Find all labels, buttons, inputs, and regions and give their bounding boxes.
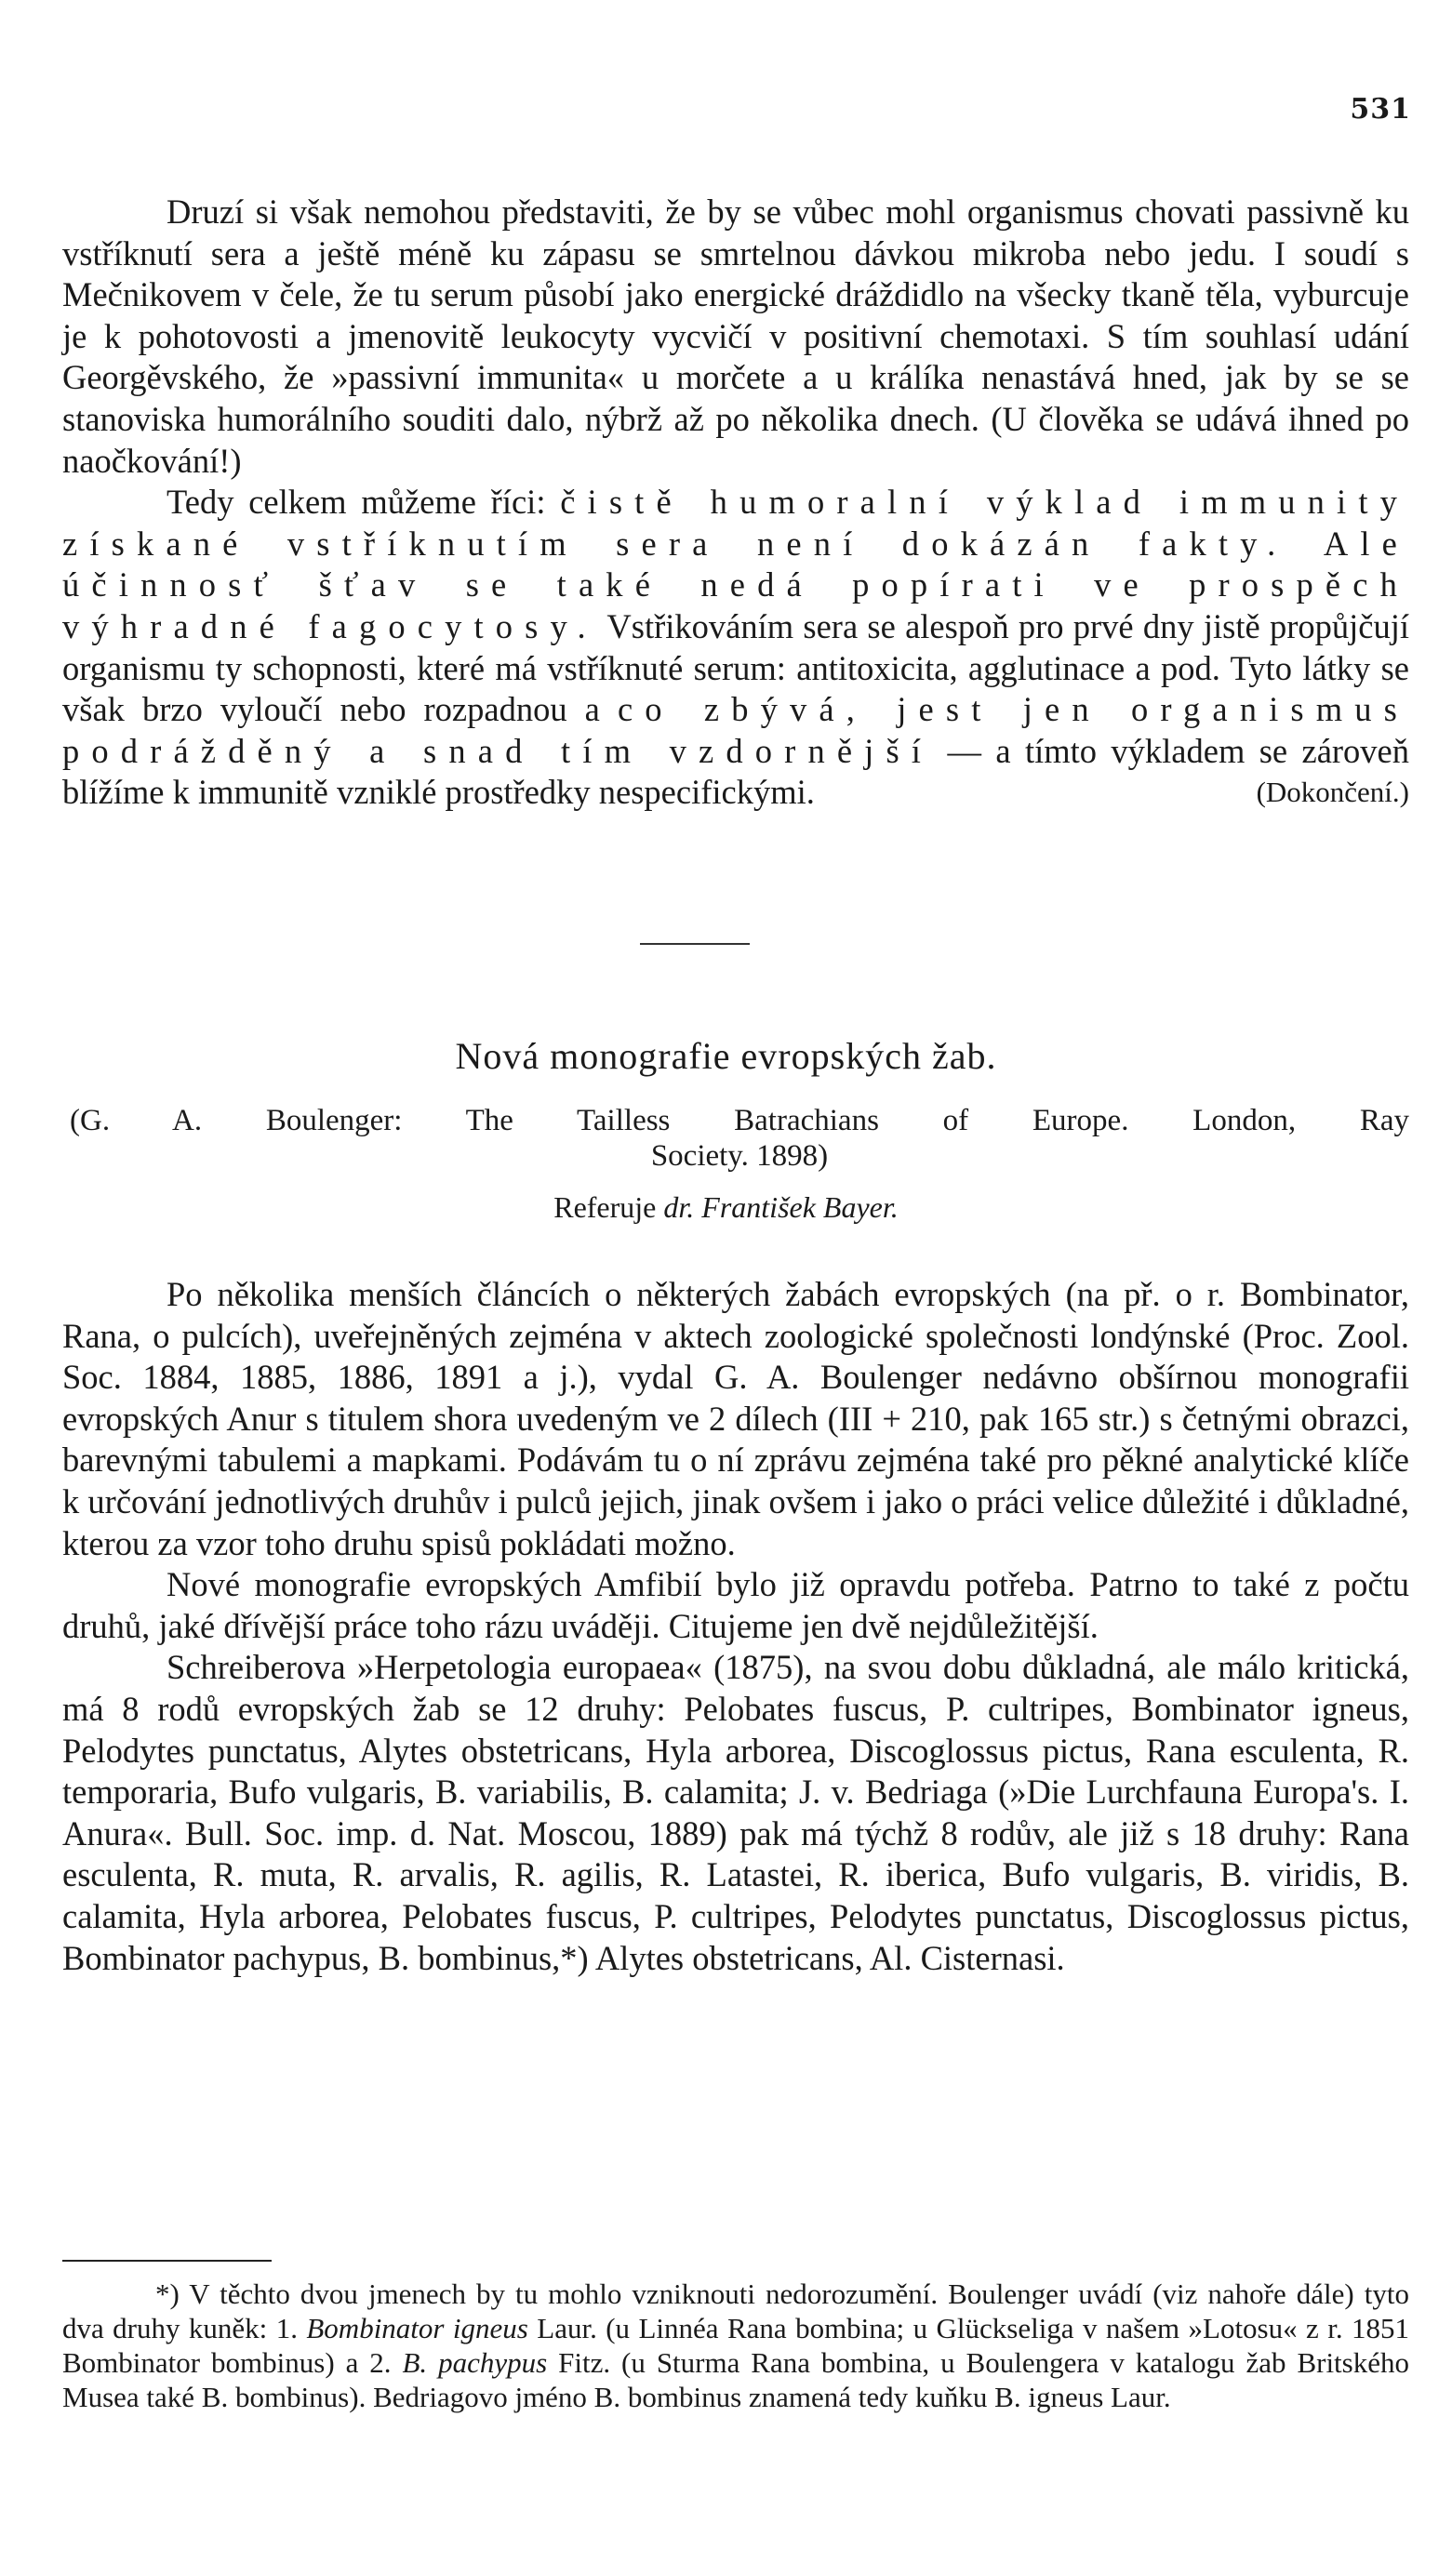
paragraph: Schreiberova »Herpetologia europaea« (1875), na svou dobu důkladná, ale málo kritická, má 8 rodů evropských žab se 12 druhy: Pelobates fuscus, P. cultripes, Bombinator igneus, Pelodytes punctatus, Alytes obstetricans, Hyla arborea, Discoglossus pictus, Rana esculenta, R. temporaria, Bufo vulgaris, B. variabilis, B. calamita; J. v. Bedriaga (»Die Lurchfauna Europa's. I. Anura«. Bull. Soc. imp. d. Nat. Moscou, 1889) pak má týchž 8 rodův, ale již s 18 druhy: Rana esculenta, R. muta, R. arvalis, R. agilis, R. Latastei, R. iberica, Bufo vulgaris, B. viridis, B. calamita, Hyla arborea, Pelobates fuscus, P. cultripes, Pelodytes punctatus, Discoglossus pictus, Bombinator pachypus, B. bombinus,*) Alytes obstetricans, Al. Cisternasi.: [62, 1648, 1409, 1977]
citation-line: (G. A. Boulenger: The Tailless Batrachians of Europe. London, Ray: [70, 1104, 1409, 1137]
section-continuation: [62, 192, 1409, 814]
text-run: — a tímto výkladem se zároveň blížíme k immunitě vzniklé prostředky nespecifickými.: [62, 731, 1410, 812]
species-name: B. pachypus: [402, 2346, 548, 2379]
continuation-note: (Dokončení.): [1256, 776, 1409, 809]
reviewer-label: Referuje: [553, 1190, 657, 1224]
text-run: Tedy celkem můžeme říci:: [167, 483, 546, 522]
page-number: 531: [1350, 93, 1411, 126]
paragraph: Nové monografie evropských Amfibií bylo již opravdu potřeba. Patrno to také z počtu druhů, jaké dřívější práce toho rázu uváději. Citujeme jen dvě nejdůležitější.: [62, 1565, 1409, 1645]
emphasized-text: čistě humoralní výklad immunity získané vstříknutím sera není dokázán fakty. Ale účinnosť šťav se také nedá popírati ve prospěch výhradné fagocytosy.: [62, 483, 1409, 645]
emphasized-text: co zbývá, jest jen organismus podrážděný a snad tím vzdornější: [62, 690, 1410, 770]
reviewer-name: dr. František Bayer.: [663, 1190, 899, 1224]
text-run: Fitz. (u Sturma Rana bombina, u Boulengera v katalogu žab Britského Musea také B. bombinus). Bedriagovo jméno B. bombinus znamená tedy kuňku B. igneus Laur.: [62, 2346, 1409, 2413]
reviewer-line: [0, 1190, 1452, 1225]
text-run: Vstřikováním sera se alespoň pro prvé dny jistě propůjčují organismu ty schopnosti, které má vstříknuté serum: antitoxicita, agglutinace a pod. Tyto látky se však brzo vyloučí nebo rozpadnou a: [62, 606, 1409, 729]
text-run: Laur. (u Linnéa Rana bombina; u Glückseliga v našem »Lotosu« z r. 1851 Bombinator bombinus) a 2.: [62, 2312, 1409, 2379]
footnote: [62, 2277, 1409, 2414]
footnote-rule: [62, 2260, 272, 2262]
citation-line: Society. 1898): [650, 1139, 829, 1173]
article-title: Nová monografie evropských žab.: [455, 1035, 997, 1077]
paragraph: [62, 482, 1409, 814]
citation: [70, 1103, 1409, 1174]
paragraph: Po několika menších článcích o některých žabách evropských (na př. o r. Bombinator, Rana, o pulcích), uveřejněných zejména v aktech zoologické společnosti londýnské (Proc. Zool. Soc. 1884, 1885, 1886, 1891 a j.), vydal G. A. Boulenger nedávno obšírnou monografii evropských Anur s titulem shora uvedeným ve 2 dílech (III + 210, pak 165 str.) s četnými obrazci, barevnými tabulemi a mapkami. Podávám tu o ní zprávu zejména také pro pěkné analytické klíče k určování jednotlivých druhův i pulců jejich, jinak ovšem i jako o práci velice důležité i důkladné, kterou za vzor toho druhu spisů pokládati možno.: [62, 1275, 1409, 1562]
paragraph: Druzí si však nemohou představiti, že by se vůbec mohl organismus chovati passivně ku vstříknutí sera a ještě méně ku zápasu se smrtelnou dávkou mikroba nebo jedu. I soudí s Mečnikovem v čele, že tu serum působí jako energické dráždidlo na všecky tkaně těla, vyburcuje je k pohotovosti a jmenovitě leukocyty vycvičí v positivní chemotaxi. S tím souhlasí udání Georgěvského, že »passivní immunita« u morčete a u králíka nenastává hned, jak by se se stanoviska humorálního souditi dalo, nýbrž až po několika dnech. (U člověka se udává ihned po naočkování!): [62, 193, 1409, 480]
text-run: *) V těchto dvou jmenech by tu mohlo vzniknouti nedorozumění. Boulenger uvádí (viz nahoře dále) tyto dva druhy kuněk: 1.: [62, 2277, 1409, 2344]
species-name: Bombinator igneus: [306, 2312, 528, 2344]
article-body: [62, 1274, 1409, 1979]
section-divider: [640, 943, 750, 945]
